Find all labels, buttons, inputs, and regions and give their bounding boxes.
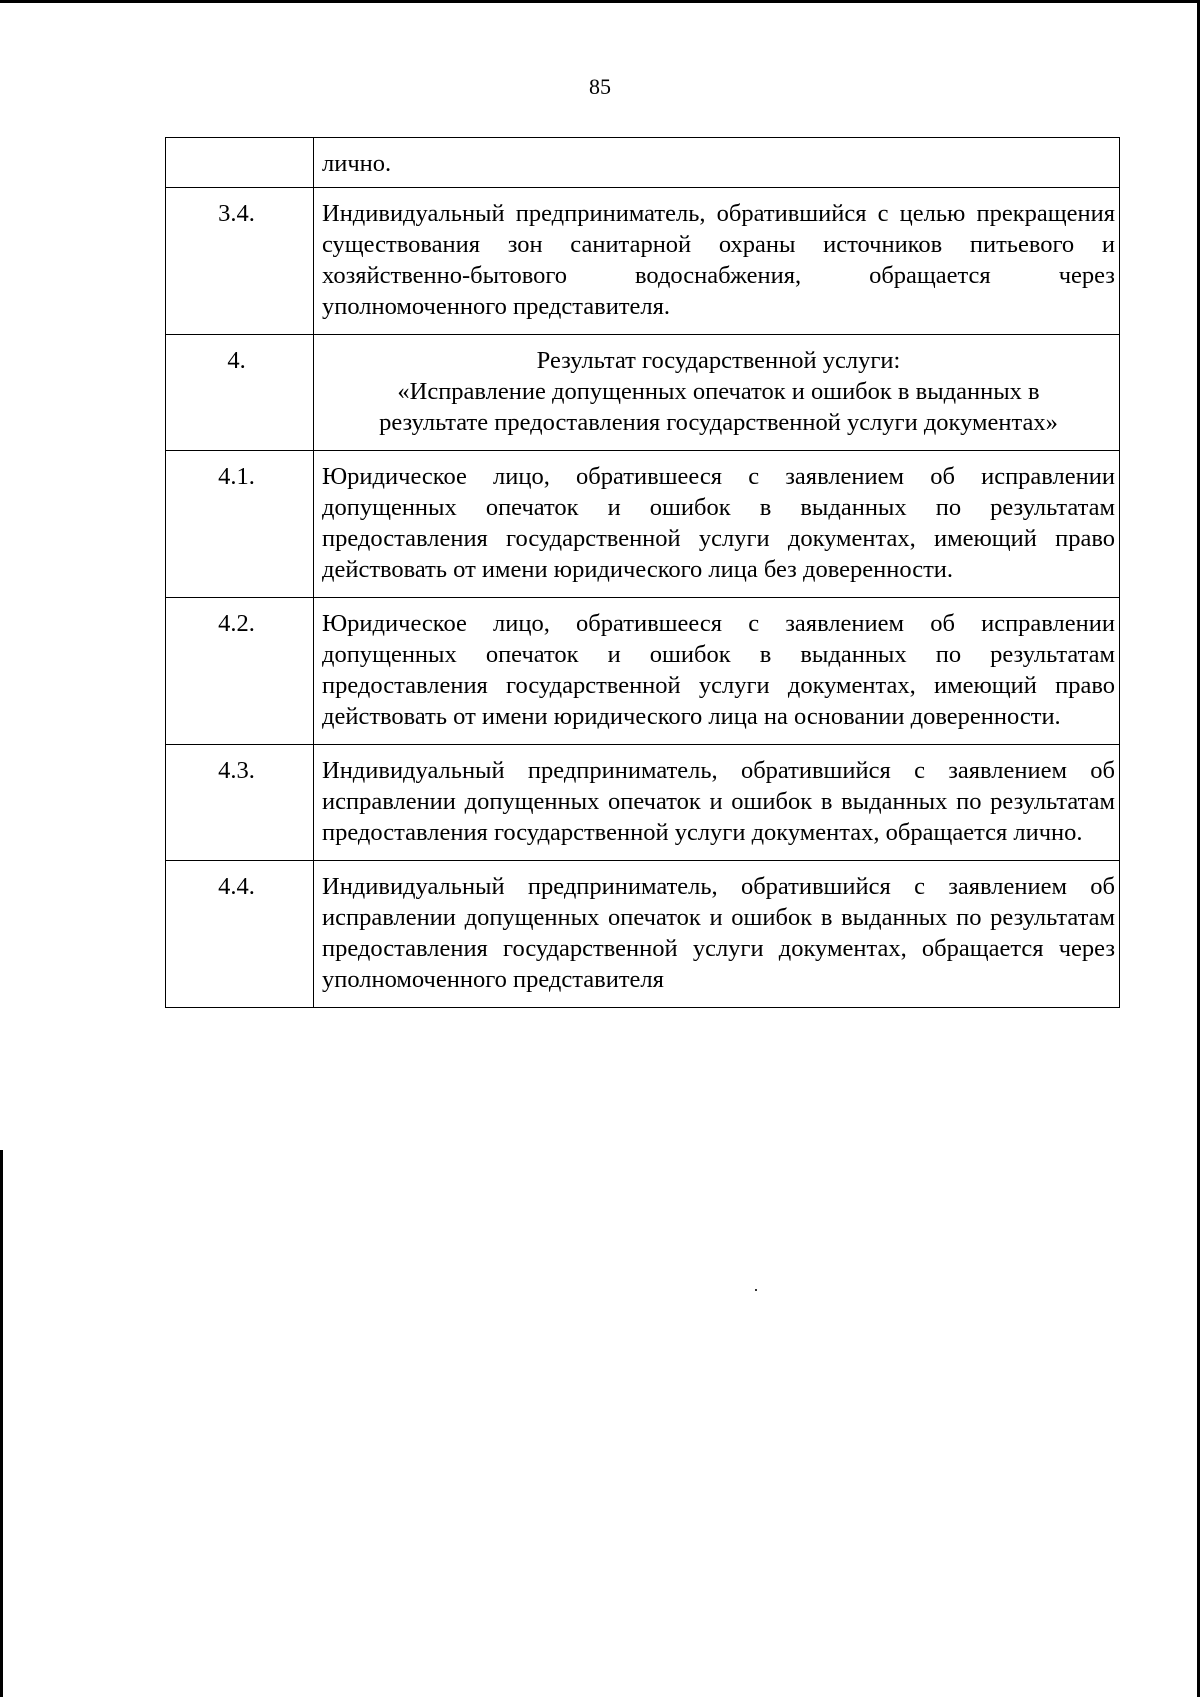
scan-speck xyxy=(755,1289,757,1291)
row-number: 3.4. xyxy=(166,188,314,335)
table-row xyxy=(166,451,1120,598)
row-number: 4.3. xyxy=(166,745,314,861)
row-text: Юридическое лицо, обратившееся с заявлением об исправлении допущенных опечаток и ошибок в выданных по результатам предоставления государственной услуги документах, имеющий право действовать от имени юридического лица на основании доверенности. xyxy=(314,598,1120,745)
section-heading-line: Результат государственной услуги: xyxy=(536,347,901,374)
table-row xyxy=(166,861,1120,1008)
row-text: Индивидуальный предприниматель, обратившийся с заявлением об исправлении допущенных опечаток и ошибок в выданных по результатам предоставления государственной услуги документах, обращается через уполномоченного представителя xyxy=(314,861,1120,1008)
row-text: Юридическое лицо, обратившееся с заявлением об исправлении допущенных опечаток и ошибок в выданных по результатам предоставления государственной услуги документах, имеющий право действовать от имени юридического лица без доверенности. xyxy=(314,451,1120,598)
table-row xyxy=(166,745,1120,861)
row-number: 4. xyxy=(166,335,314,451)
services-table xyxy=(165,137,1120,1008)
row-number xyxy=(166,138,314,188)
page-number: 85 xyxy=(589,74,611,99)
row-number: 4.1. xyxy=(166,451,314,598)
section-heading-line: «Исправление допущенных опечаток и ошибок в выданных в xyxy=(397,378,1040,405)
table-row xyxy=(166,138,1120,188)
section-heading-line: результате предоставления государственной услуги документах» xyxy=(379,409,1058,436)
table-row xyxy=(166,335,1120,451)
row-number: 4.4. xyxy=(166,861,314,1008)
row-text: лично. xyxy=(314,138,1120,188)
section-heading xyxy=(314,335,1120,451)
scan-edge-left xyxy=(0,1150,3,1697)
table-row xyxy=(166,598,1120,745)
table-row xyxy=(166,188,1120,335)
row-number: 4.2. xyxy=(166,598,314,745)
row-text: Индивидуальный предприниматель, обратившийся с целью прекращения существования зон санитарной охраны источников питьевого и хозяйственно-бытового водоснабжения, обращается через уполномоченного представителя. xyxy=(314,188,1120,335)
scan-edge-top xyxy=(0,0,1200,3)
row-text: Индивидуальный предприниматель, обратившийся с заявлением об исправлении допущенных опечаток и ошибок в выданных по результатам предоставления государственной услуги документах, обращается лично. xyxy=(314,745,1120,861)
